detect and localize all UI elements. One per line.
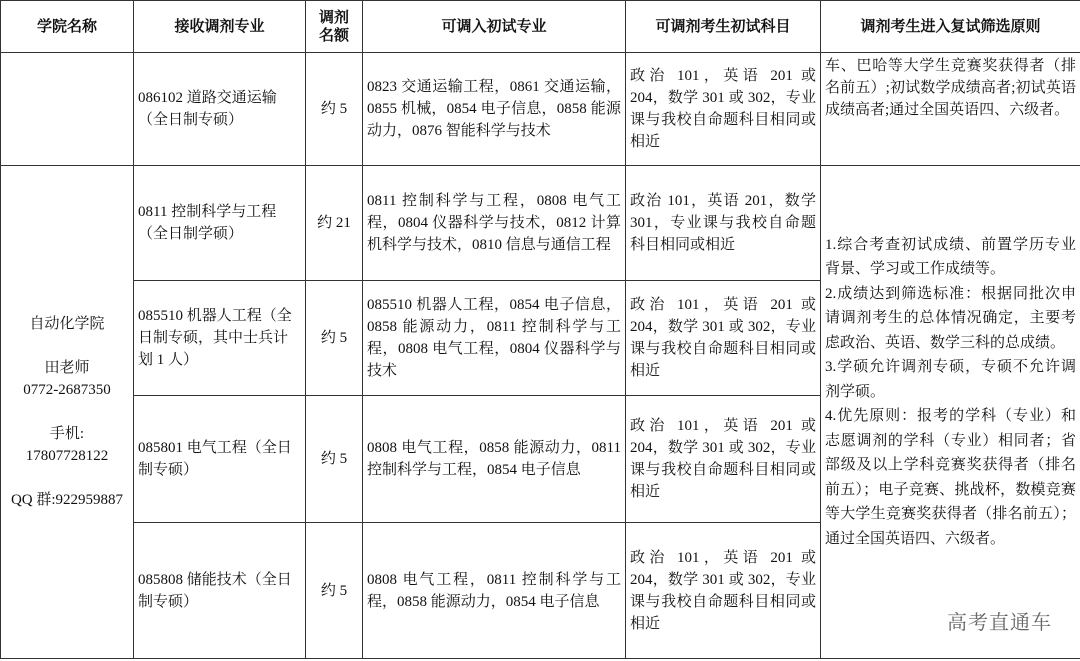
subjects-cell: 政治 101，英语 201 或 204，数学 301 或 302，专业课与我校自命题科目相同或相近 (626, 53, 821, 166)
major-cell: 086102 道路交通运输（全日制专硕） (134, 53, 306, 166)
quota-cell: 约 5 (306, 281, 363, 396)
principle-4: 4.优先原则：报考的学科（专业）和志愿调剂的学科（专业）相同者；省部级及以上学科竞赛奖获得者（排名前五）；电子竞赛、挑战杯，数模竞赛等大学生竞赛奖获得者（排名前五）；通过全国英语四、六级者。 (825, 408, 1076, 547)
header-subjects: 可调剂考生初试科目 (626, 1, 821, 53)
from-cell: 0823 交通运输工程，0861 交通运输，0855 机械，0854 电子信息，0858 能源动力，0876 智能科学与技术 (363, 53, 626, 166)
quota-cell: 约 5 (306, 53, 363, 166)
header-quota: 调剂 名额 (306, 1, 363, 53)
major-cell: 0811 控制科学与工程（全日制学硕） (134, 166, 306, 281)
major-cell: 085808 储能技术（全日制专硕） (134, 523, 306, 659)
header-principles: 调剂考生进入复试筛选原则 (821, 1, 1080, 53)
watermark: 高考直通车 (947, 610, 1052, 634)
principle-2: 2.成绩达到筛选标准：根据同批次申请调剂考生的总体情况确定，主要考虑政治、英语、数学三科的总成绩。 (825, 285, 1076, 351)
header-major: 接收调剂专业 (134, 1, 306, 53)
major-cell: 085801 电气工程（全日制专硕） (134, 396, 306, 523)
quota-cell: 约 5 (306, 523, 363, 659)
from-cell: 0811 控制科学与工程，0808 电气工程，0804 仪器科学与技术，0812 计算机科学与技术，0810 信息与通信工程 (363, 166, 626, 281)
quota-cell: 约 5 (306, 396, 363, 523)
principle-1: 1.综合考查初试成绩、前置学历专业背景、学习或工作成绩等。 (825, 236, 1076, 278)
header-from: 可调入初试专业 (363, 1, 626, 53)
subjects-cell: 政治 101，英语 201，数学 301，专业课与我校自命题科目相同或相近 (626, 166, 821, 281)
subjects-cell: 政治 101，英语 201 或 204，数学 301 或 302，专业课与我校自命题科目相同或相近 (626, 523, 821, 659)
table-row (1, 53, 1080, 166)
table-row (1, 166, 1080, 281)
header-college: 学院名称 (1, 1, 134, 53)
subjects-cell: 政治 101，英语 201 或 204，数学 301 或 302，专业课与我校自命题科目相同或相近 (626, 396, 821, 523)
college-cell-empty (1, 53, 134, 166)
college-cell: 自动化学院 田老师 0772-2687350 手机: 17807728122 QQ 群:922959887 (1, 166, 134, 659)
subjects-cell: 政治 101，英语 201 或 204，数学 301 或 302，专业课与我校自命题科目相同或相近 (626, 281, 821, 396)
principle-top-cell: 车、巴哈等大学生竞赛奖获得者（排名前五）;初试数学成绩高者;初试英语成绩高者;通过全国英语四、六级者。 (821, 53, 1080, 166)
principles-cell (821, 166, 1080, 659)
major-cell: 085510 机器人工程（全日制专硕，其中士兵计划 1 人） (134, 281, 306, 396)
from-cell: 0808 电气工程，0858 能源动力，0811 控制科学与工程，0854 电子信息 (363, 396, 626, 523)
header-row (1, 1, 1080, 53)
principle-3: 3.学硕允许调剂专硕，专硕不允许调剂学硕。 (825, 359, 1076, 400)
from-cell: 0808 电气工程，0811 控制科学与工程，0858 能源动力，0854 电子信息 (363, 523, 626, 659)
quota-cell: 约 21 (306, 166, 363, 281)
from-cell: 085510 机器人工程，0854 电子信息，0858 能源动力，0811 控制科学与工程，0808 电气工程，0804 仪器科学与技术 (363, 281, 626, 396)
